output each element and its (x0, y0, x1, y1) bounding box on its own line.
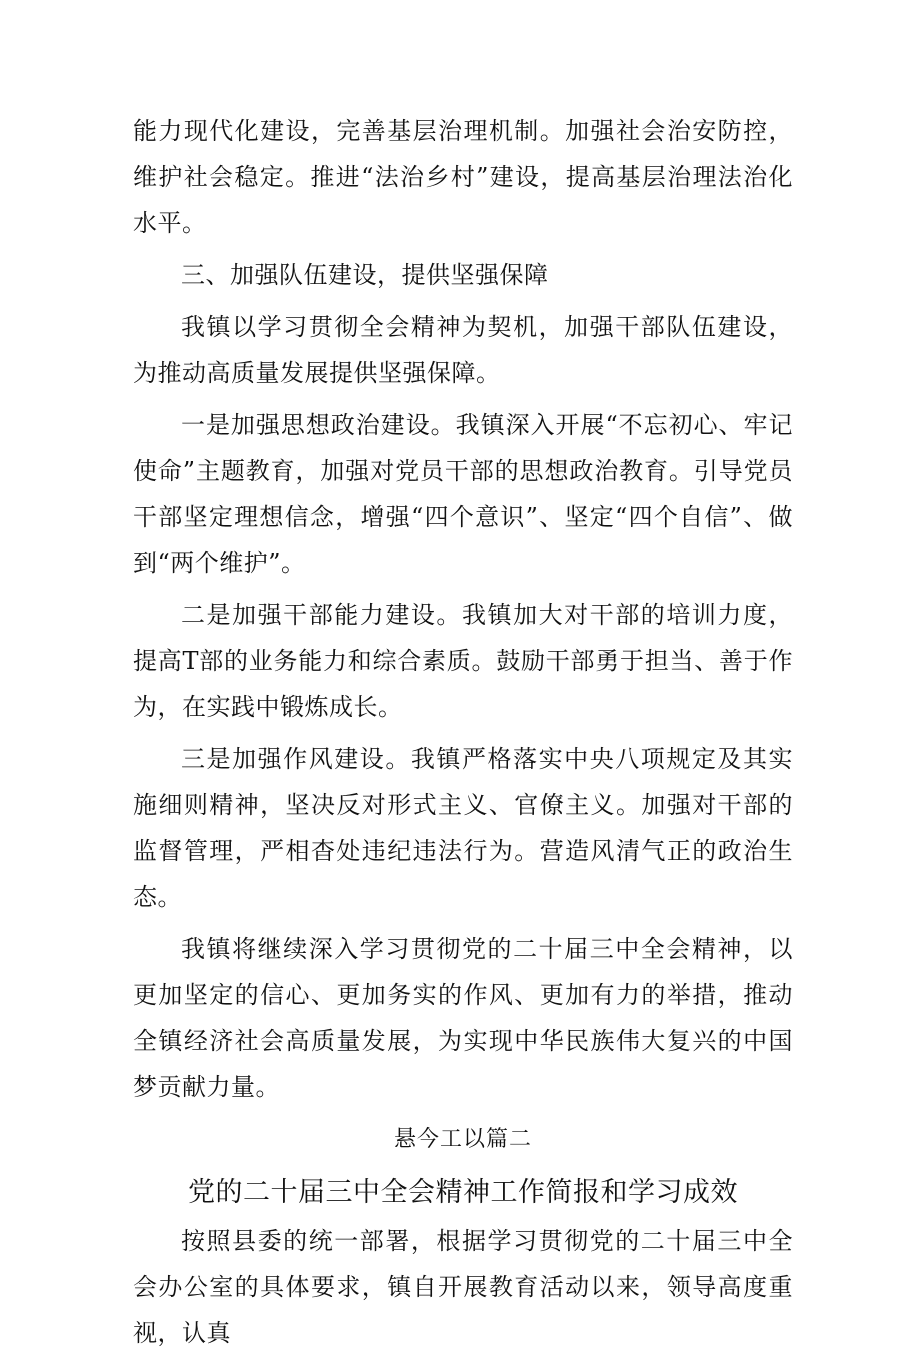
paragraph-briefing-intro: 按照县委的统一部署，根据学习贯彻党的二十届三中全会办公室的具体要求，镇自开展教育活动以来，领导高度重视，认真 (133, 1227, 793, 1347)
paragraph-political-building: 一是加强思想政治建设。我镇深入开展“不忘初心、牢记使命”主题教育，加强对党员干部的思想政治教育。引导党员干部坚定理想信念，增强“四个意识”、坚定“四个自信”、做到“两个维护”。 (133, 411, 793, 577)
document-title: 党的二十届三中全会精神工作简报和学习成效 (188, 1177, 738, 1208)
paragraph-ability-building: 二是加强干部能力建设。我镇加大对干部的培训力度，提高T部的业务能力和综合素质。鼓励干部勇于担当、善于作为，在实践中锻炼成长。 (133, 601, 793, 721)
section-heading-team-building: 三、加强队伍建设，提供坚强保障 (181, 261, 549, 289)
section-label: 悬今工以篇二 (393, 1127, 532, 1152)
paragraph-team-intro: 我镇以学习贯彻全会精神为契机，加强干部队伍建设，为推动高质量发展提供坚强保障。 (133, 313, 793, 387)
paragraph-style-building: 三是加强作风建设。我镇严格落实中央八项规定及其实施细则精神，坚决反对形式主义、官僚主义。加强对干部的监督管理，严相杳处违纪违法行为。营造风清气正的政治生态。 (133, 745, 793, 911)
paragraph-governance: 能力现代化建设，完善基层治理机制。加强社会治安防控，维护社会稳定。推进“法治乡村”建设，提高基层治理法治化水平。 (133, 117, 793, 237)
document-body (133, 108, 793, 1356)
paragraph-conclusion: 我镇将继续深入学习贯彻党的二十届三中全会精神，以更加坚定的信心、更加务实的作风、更加有力的举措，推动全镇经济社会高质量发展，为实现中华民族伟大复兴的中国梦贡献力量。 (133, 935, 793, 1101)
